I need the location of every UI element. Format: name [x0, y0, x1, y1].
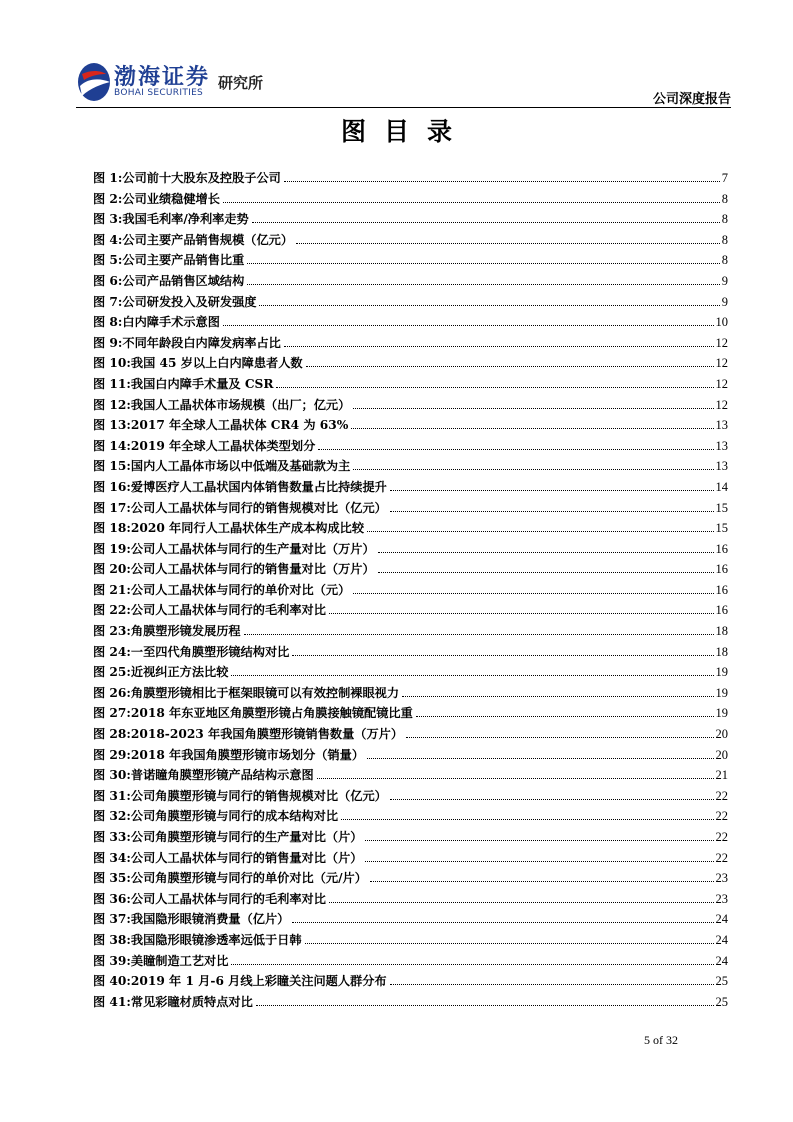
toc-entry[interactable]	[93, 437, 728, 458]
dot-leader	[318, 449, 713, 450]
figure-number: 图 16:	[93, 479, 131, 494]
toc-entry[interactable]	[93, 478, 728, 499]
page-number: 5 of 32	[644, 1033, 678, 1047]
figure-title: 2020 年同行人工晶状体生产成本构成比较	[130, 521, 365, 536]
toc-entry[interactable]	[93, 601, 728, 622]
page-ref: 12	[715, 376, 728, 391]
page-ref: 13	[715, 438, 728, 453]
figure-number: 图 29:	[93, 747, 131, 762]
figure-list	[93, 169, 728, 1013]
toc-entry[interactable]	[93, 272, 728, 293]
dot-leader	[390, 490, 714, 491]
dot-leader	[247, 284, 719, 285]
figure-number: 图 27:	[93, 706, 131, 721]
page-ref: 23	[715, 891, 728, 906]
dot-leader	[378, 552, 714, 553]
dot-leader	[276, 387, 713, 388]
figure-title: 国内人工晶体市场以中低端及基础款为主	[130, 459, 351, 474]
dot-leader	[370, 881, 714, 882]
page-ref: 22	[715, 830, 728, 844]
page-ref: 23	[715, 871, 728, 886]
figure-title: 公司人工晶状体与同行的单价对比（元）	[130, 582, 351, 597]
toc-entry[interactable]	[93, 313, 728, 334]
toc-entry[interactable]	[93, 416, 728, 437]
figure-title: 公司主要产品销售比重	[122, 253, 245, 268]
figure-title: 公司人工晶状体与同行的销售量对比（片）	[130, 850, 363, 865]
page-ref: 15	[715, 500, 728, 515]
figure-number: 图 35:	[93, 871, 131, 886]
figure-title: 我国隐形眼镜消费量（亿片）	[130, 912, 290, 927]
figure-title: 公司人工晶状体与同行的销售量对比（万片）	[130, 562, 375, 577]
dot-leader	[317, 778, 714, 779]
figure-number: 图 19:	[93, 541, 131, 556]
figure-title: 我国毛利率/净利率走势	[122, 212, 249, 227]
figure-title: 2018 年我国角膜塑形镜市场划分（销量）	[130, 747, 365, 762]
page-ref: 21	[715, 768, 728, 783]
page-ref: 24	[715, 912, 728, 927]
figure-number: 图 39:	[93, 953, 131, 968]
figure-number: 图 36:	[93, 891, 131, 906]
dot-leader	[353, 408, 713, 409]
dot-leader	[292, 922, 713, 923]
dot-leader	[284, 346, 714, 347]
figure-number: 图 38:	[93, 932, 131, 947]
dot-leader	[341, 819, 713, 820]
toc-entry[interactable]	[93, 869, 728, 890]
dot-leader	[406, 737, 713, 738]
toc-entry[interactable]	[93, 457, 728, 478]
figure-title: 公司角膜塑形镜与同行的生产量对比（片）	[130, 830, 363, 844]
dot-leader	[223, 325, 714, 326]
toc-entry[interactable]	[93, 725, 728, 746]
figure-number: 图 6:	[93, 273, 123, 288]
figure-number: 图 17:	[93, 500, 131, 515]
figure-title: 公司人工晶状体与同行的销售规模对比（亿元）	[130, 500, 387, 515]
figure-title: 普诺瞳角膜塑形镜产品结构示意图	[130, 768, 314, 783]
dot-leader	[390, 984, 714, 985]
dot-leader	[390, 511, 714, 512]
page-ref: 16	[715, 582, 728, 597]
dot-leader	[259, 305, 719, 306]
figure-title: 公司角膜塑形镜与同行的成本结构对比	[130, 809, 339, 824]
toc-entry[interactable]	[93, 910, 728, 931]
dot-leader	[284, 181, 720, 182]
toc-entry[interactable]	[93, 931, 728, 952]
toc-entry[interactable]	[93, 251, 728, 272]
page-ref: 24	[715, 932, 728, 947]
toc-entry[interactable]	[93, 169, 728, 190]
page-ref: 15	[715, 521, 728, 536]
figure-title: 常见彩瞳材质特点对比	[130, 994, 253, 1009]
dot-leader	[296, 243, 720, 244]
figure-number: 图 41:	[93, 994, 131, 1009]
dot-leader	[329, 902, 714, 903]
toc-entry[interactable]	[93, 210, 728, 231]
logo-chinese-name: 渤海证券	[114, 65, 211, 90]
figure-title: 公司角膜塑形镜与同行的销售规模对比（亿元）	[130, 788, 387, 803]
toc-entry[interactable]	[93, 684, 728, 705]
figure-title: 公司产品销售区域结构	[122, 273, 245, 288]
figure-number: 图 10:	[93, 356, 131, 371]
figure-number: 图 28:	[93, 727, 131, 742]
page-ref: 24	[715, 953, 728, 968]
figure-number: 图 4:	[93, 232, 123, 247]
figure-number: 图 25:	[93, 665, 131, 680]
dot-leader	[365, 840, 713, 841]
figure-title: 角膜塑形镜相比于框架眼镜可以有效控制裸眼视力	[130, 685, 400, 700]
toc-entry[interactable]	[93, 560, 728, 581]
page-title: 图目录	[340, 117, 470, 146]
toc-entry[interactable]	[93, 704, 728, 725]
page-ref: 14	[715, 479, 728, 494]
figure-title: 公司人工晶状体与同行的毛利率对比	[130, 891, 326, 906]
dot-leader	[378, 572, 714, 573]
figure-title: 公司研发投入及研发强度	[122, 294, 257, 309]
toc-entry[interactable]	[93, 334, 728, 355]
page-ref: 13	[715, 418, 728, 433]
toc-entry[interactable]	[93, 396, 728, 417]
toc-entry[interactable]	[93, 766, 728, 787]
figure-title: 2018 年东亚地区角膜塑形镜占角膜接触镜配镜比重	[130, 706, 413, 721]
dot-leader	[306, 366, 714, 367]
toc-entry[interactable]	[93, 231, 728, 252]
toc-entry[interactable]	[93, 354, 728, 375]
dot-leader	[351, 428, 713, 429]
dot-leader	[365, 861, 713, 862]
figure-number: 图 34:	[93, 850, 131, 865]
figure-number: 图 11:	[93, 376, 131, 391]
figure-title: 公司业绩稳健增长	[122, 191, 220, 206]
page-ref: 8	[721, 253, 728, 268]
page-ref: 12	[715, 397, 728, 412]
figure-title: 公司角膜塑形镜与同行的单价对比（元/片）	[130, 871, 367, 886]
page-ref: 16	[715, 541, 728, 556]
toc-entry[interactable]	[93, 952, 728, 973]
figure-number: 图 40:	[93, 974, 131, 989]
dot-leader	[252, 222, 720, 223]
toc-entry[interactable]	[93, 375, 728, 396]
figure-number: 图 30:	[93, 768, 131, 783]
toc-entry[interactable]	[93, 807, 728, 828]
page-ref: 8	[721, 212, 728, 227]
toc-entry[interactable]	[93, 828, 728, 849]
institute-name: 研究所	[218, 74, 264, 92]
figure-title: 一至四代角膜塑形镜结构对比	[130, 644, 290, 659]
figure-title: 公司人工晶状体与同行的毛利率对比	[130, 603, 326, 618]
page-ref: 8	[721, 232, 728, 247]
toc-entry[interactable]	[93, 622, 728, 643]
dot-leader	[416, 716, 714, 717]
dot-leader	[353, 469, 713, 470]
toc-entry[interactable]	[93, 890, 728, 911]
toc-entry[interactable]	[93, 849, 728, 870]
figure-number: 图 15:	[93, 459, 131, 474]
toc-entry[interactable]	[93, 972, 728, 993]
figure-number: 图 24:	[93, 644, 131, 659]
page-ref: 9	[721, 294, 728, 309]
report-type: 公司深度报告	[652, 92, 731, 107]
page-ref: 12	[715, 356, 728, 371]
logo-english-name: BOHAI SECURITIES	[114, 88, 204, 98]
dot-leader	[292, 655, 713, 656]
figure-number: 图 1:	[93, 171, 123, 185]
figure-title: 2018-2023 年我国角膜塑形镜销售数量（万片）	[130, 727, 404, 742]
figure-title: 2019 年全球人工晶状体类型划分	[130, 438, 316, 453]
toc-entry[interactable]	[93, 190, 728, 211]
figure-number: 图 31:	[93, 788, 131, 803]
toc-entry[interactable]	[93, 581, 728, 602]
page-ref: 20	[715, 747, 728, 762]
figure-number: 图 2:	[93, 191, 123, 206]
figure-number: 图 22:	[93, 603, 131, 618]
figure-number: 图 9:	[93, 335, 123, 350]
dot-leader	[329, 613, 714, 614]
figure-number: 图 8:	[93, 315, 123, 330]
figure-number: 图 12:	[93, 397, 131, 412]
page-ref: 25	[715, 974, 728, 989]
figure-number: 图 3:	[93, 212, 123, 227]
figure-number: 图 21:	[93, 582, 131, 597]
dot-leader	[244, 634, 714, 635]
figure-number: 图 13:	[93, 418, 131, 433]
page-ref: 7	[721, 171, 728, 185]
figure-title: 不同年龄段白内障发病率占比	[122, 335, 281, 350]
page-ref: 22	[715, 788, 728, 803]
dot-leader	[367, 758, 713, 759]
figure-title: 我国人工晶状体市场规模（出厂；亿元）	[130, 397, 351, 412]
figure-title: 白内障手术示意图	[122, 315, 220, 330]
dot-leader	[231, 964, 713, 965]
dot-leader	[367, 531, 713, 532]
figure-title: 公司人工晶状体与同行的生产量对比（万片）	[130, 541, 375, 556]
toc-entry[interactable]	[93, 499, 728, 520]
figure-number: 图 37:	[93, 912, 131, 927]
figure-number: 图 20:	[93, 562, 131, 577]
page-ref: 16	[715, 603, 728, 618]
toc-entry[interactable]	[93, 540, 728, 561]
figure-title: 公司主要产品销售规模（亿元）	[122, 232, 294, 247]
figure-number: 图 32:	[93, 809, 131, 824]
page-ref: 22	[715, 850, 728, 865]
page-ref: 19	[715, 665, 728, 680]
page-ref: 12	[715, 335, 728, 350]
figure-number: 图 23:	[93, 624, 131, 639]
page-ref: 18	[715, 644, 728, 659]
figure-title: 2019 年 1 月-6 月线上彩瞳关注问题人群分布	[130, 974, 387, 989]
dot-leader	[390, 799, 714, 800]
header-divider	[76, 107, 731, 108]
toc-entry[interactable]	[93, 643, 728, 664]
toc-entry[interactable]	[93, 787, 728, 808]
figure-title: 美瞳制造工艺对比	[130, 953, 229, 968]
page-ref: 20	[715, 727, 728, 742]
dot-leader	[402, 696, 713, 697]
figure-title: 爱博医疗人工晶状国内体销售数量占比持续提升	[130, 479, 387, 494]
toc-entry[interactable]	[93, 293, 728, 314]
bohai-logo-icon	[76, 60, 112, 104]
toc-entry[interactable]	[93, 993, 728, 1014]
toc-entry[interactable]	[93, 746, 728, 767]
page-ref: 18	[715, 624, 728, 639]
page-ref: 8	[721, 191, 728, 206]
dot-leader	[231, 675, 713, 676]
figure-title: 2017 年全球人工晶状体 CR4 为 63%	[130, 418, 349, 433]
page-ref: 13	[715, 459, 728, 474]
figure-title: 我国白内障手术量及 CSR	[130, 376, 274, 391]
page-ref: 22	[715, 809, 728, 824]
figure-number: 图 7:	[93, 294, 123, 309]
dot-leader	[353, 593, 713, 594]
dot-leader	[305, 943, 714, 944]
figure-number: 图 14:	[93, 438, 131, 453]
dot-leader	[223, 202, 720, 203]
dot-leader	[256, 1005, 714, 1006]
page-ref: 19	[715, 706, 728, 721]
figure-title: 我国隐形眼镜渗透率远低于日韩	[130, 932, 302, 947]
page-ref: 19	[715, 685, 728, 700]
figure-title: 公司前十大股东及控股子公司	[122, 171, 281, 185]
toc-entry[interactable]	[93, 663, 728, 684]
figure-title: 近视纠正方法比较	[130, 665, 229, 680]
figure-number: 图 18:	[93, 521, 131, 536]
figure-number: 图 33:	[93, 830, 131, 844]
figure-number: 图 26:	[93, 685, 131, 700]
dot-leader	[247, 263, 719, 264]
page-ref: 9	[721, 273, 728, 288]
page-header	[76, 58, 731, 108]
figure-title: 我国 45 岁以上白内障患者人数	[130, 356, 303, 371]
page-ref: 10	[715, 315, 728, 330]
page-ref: 25	[715, 994, 728, 1009]
page-ref: 16	[715, 562, 728, 577]
figure-number: 图 5:	[93, 253, 123, 268]
toc-entry[interactable]	[93, 519, 728, 540]
figure-title: 角膜塑形镜发展历程	[130, 624, 241, 639]
